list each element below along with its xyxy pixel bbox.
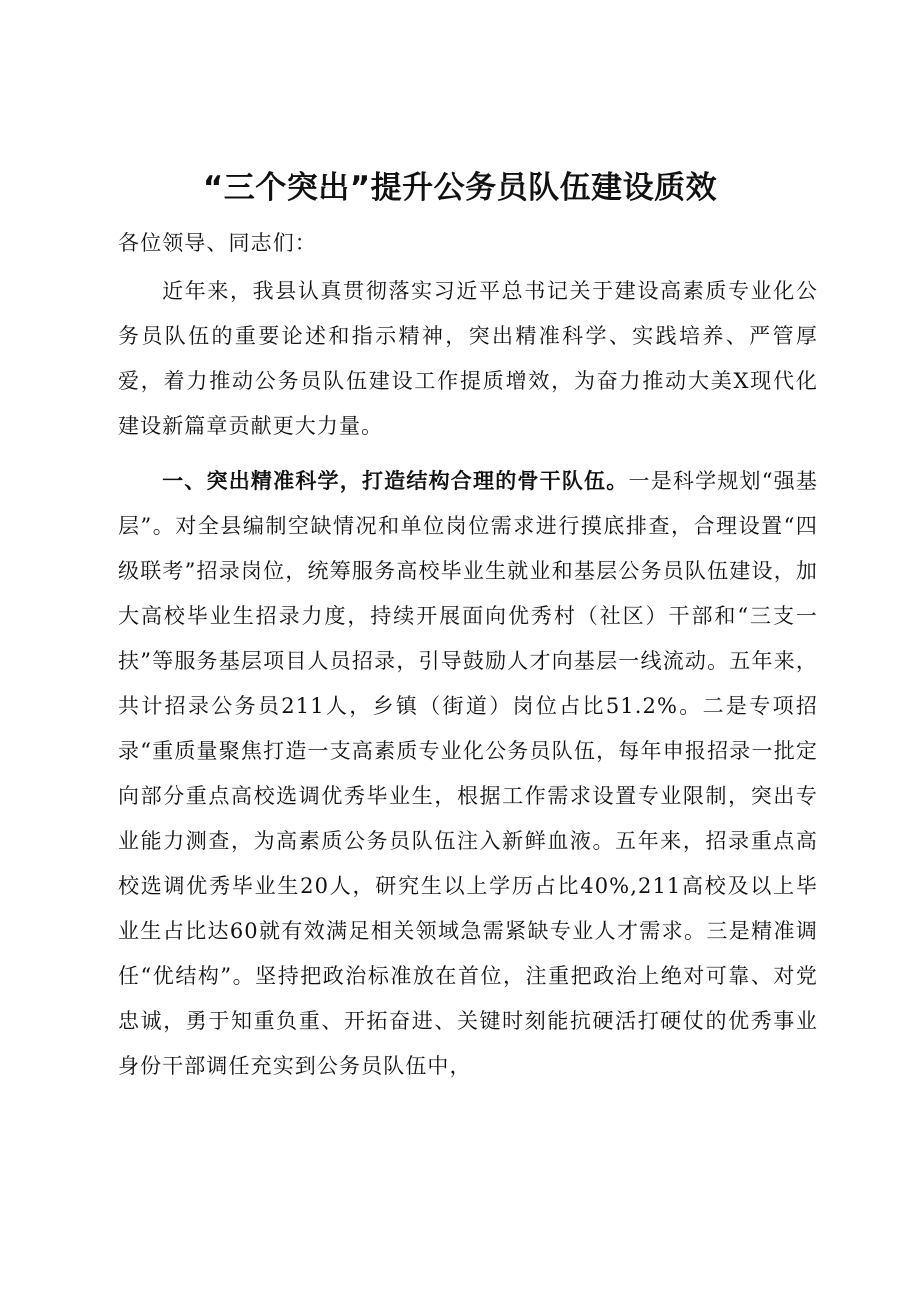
section-1-paragraph — [118, 459, 818, 1089]
salutation: 各位领导、同志们： — [118, 231, 317, 255]
section-1-body: 一是科学规划“强基层”。对全县编制空缺情况和单位岗位需求进行摸底排查，合理设置“四级联考”招录岗位，统筹服务高校毕业生就业和基层公务员队伍建设，加大高校毕业生招录力度，持续开展面向优秀村（社区）干部和“三支一扶”等服务基层项目人员招录，引导鼓励人才向基层一线流动。五年来，共计招录公务员211人，乡镇（街道）岗位占比51.2%。二是专项招录“重质量聚焦打造一支高素质专业化公务员队伍，每年申报招录一批定向部分重点高校选调优秀毕业生，根据工作需求设置专业限制，突出专业能力测查，为高素质公务员队伍注入新鲜血液。五年来，招录重点高校选调优秀毕业生20人，研究生以上学历占比40%,211高校及以上毕业生占比达60就有效满足相关领域急需紧缺专业人才需求。三是精准调任“优结构”。坚持把政治标准放在首位，注重把政治上绝对可靠、对党忠诚，勇于知重负重、开拓奋进、关键时刻能抗硬活打硬仗的优秀事业身份干部调任充实到公务员队伍中， — [118, 469, 818, 1078]
intro-paragraph: 近年来，我县认真贯彻落实习近平总书记关于建设高素质专业化公务员队伍的重要论述和指示精神，突出精准科学、实践培养、严管厚爱，着力推动公务员队伍建设工作提质增效，为奋力推动大美X现代化建设新篇章贡献更大力量。 — [118, 279, 818, 438]
document-body — [118, 221, 818, 1089]
section-1-heading: 一、突出精准科学，打造结构合理的骨干队伍。 — [162, 469, 629, 493]
document-title: “三个突出”提升公务员队伍建设质效 — [202, 170, 718, 206]
